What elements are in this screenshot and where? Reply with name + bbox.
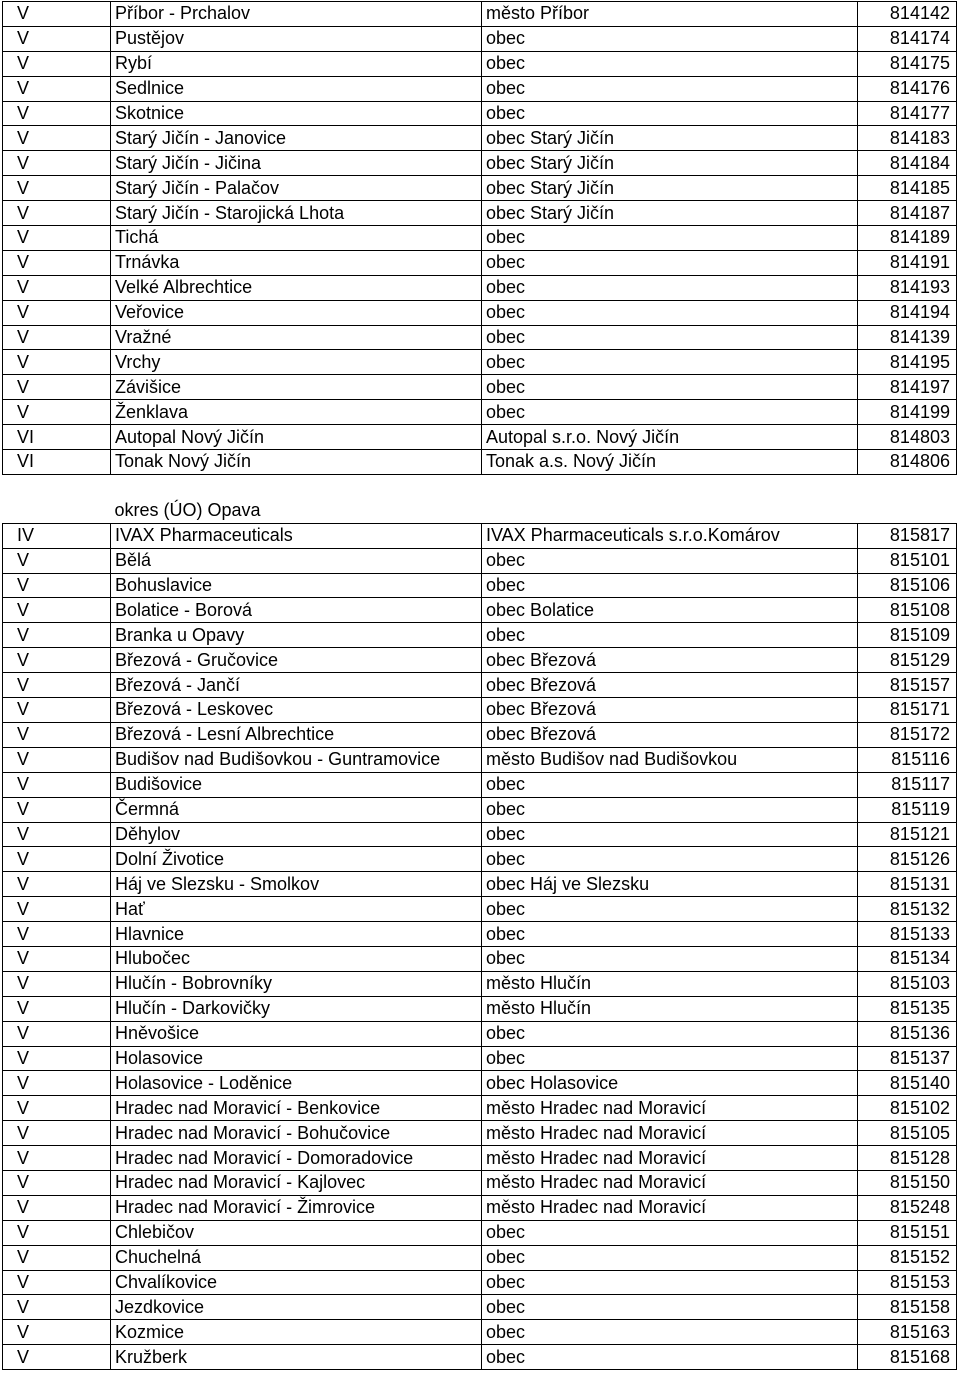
section-spacer [3,474,957,499]
locality-name-cell: Autopal Nový Jičín [111,425,482,450]
table-row [3,325,957,350]
code-cell: 814183 [858,126,957,151]
code-cell: 815133 [858,922,957,947]
locality-name-cell: Bolatice - Borová [111,598,482,623]
category-cell: V [3,1096,111,1121]
code-cell: 815126 [858,847,957,872]
category-cell: V [3,1270,111,1295]
code-cell: 815109 [858,623,957,648]
code-cell: 815129 [858,648,957,673]
municipality-cell: město Hradec nad Moravicí [482,1096,858,1121]
table-row [3,76,957,101]
code-cell: 814175 [858,51,957,76]
municipality-cell: obec [482,623,858,648]
locality-name-cell: Březová - Jančí [111,673,482,698]
table-row [3,1146,957,1171]
code-cell: 815119 [858,797,957,822]
municipality-cell: obec Starý Jičín [482,126,858,151]
municipality-cell: obec [482,548,858,573]
locality-name-cell: Čermná [111,797,482,822]
locality-name-cell: Hať [111,897,482,922]
municipality-cell: město Hlučín [482,971,858,996]
municipality-cell: obec Březová [482,673,858,698]
municipality-cell: IVAX Pharmaceuticals s.r.o.Komárov [482,523,858,548]
table-row [3,1021,957,1046]
table-row [3,275,957,300]
category-cell: V [3,51,111,76]
table-row [3,872,957,897]
code-cell: 815102 [858,1096,957,1121]
category-cell: V [3,673,111,698]
code-cell: 815153 [858,1270,957,1295]
municipality-cell: obec [482,772,858,797]
code-cell: 815171 [858,698,957,723]
table-row [3,375,957,400]
code-cell: 814142 [858,2,957,27]
category-cell: V [3,648,111,673]
table-row [3,1220,957,1245]
code-cell: 814187 [858,201,957,226]
category-cell: V [3,1220,111,1245]
municipality-cell: obec [482,250,858,275]
category-cell: V [3,101,111,126]
table-row [3,1046,957,1071]
municipality-cell: město Hradec nad Moravicí [482,1195,858,1220]
locality-name-cell: Dolní Životice [111,847,482,872]
code-cell: 815121 [858,822,957,847]
locality-name-cell: Vražné [111,325,482,350]
locality-name-cell: Hradec nad Moravicí - Domoradovice [111,1146,482,1171]
table-row [3,747,957,772]
municipality-cell: obec [482,400,858,425]
municipality-cell: obec [482,1320,858,1345]
category-cell: V [3,1071,111,1096]
category-cell: V [3,1021,111,1046]
code-cell: 814184 [858,151,957,176]
table-row [3,1295,957,1320]
code-cell: 815172 [858,722,957,747]
locality-name-cell: Starý Jičín - Jičina [111,151,482,176]
code-cell: 815105 [858,1121,957,1146]
category-cell: V [3,1295,111,1320]
section-heading-spacer [3,499,111,523]
table-row [3,201,957,226]
category-cell: V [3,126,111,151]
locality-name-cell: Sedlnice [111,76,482,101]
code-cell: 815116 [858,747,957,772]
category-cell: V [3,797,111,822]
table-row [3,250,957,275]
municipality-cell: obec [482,226,858,251]
locality-name-cell: Hlubočec [111,946,482,971]
table-row [3,946,957,971]
municipality-cell: obec Starý Jičín [482,176,858,201]
locality-name-cell: Chvalíkovice [111,1270,482,1295]
municipality-cell: město Hradec nad Moravicí [482,1146,858,1171]
locality-name-cell: Ženklava [111,400,482,425]
code-cell: 815131 [858,872,957,897]
code-cell: 815132 [858,897,957,922]
table-row [3,226,957,251]
locality-name-cell: Bělá [111,548,482,573]
municipality-cell: obec [482,375,858,400]
locality-name-cell: Pustějov [111,26,482,51]
municipality-cell: obec [482,897,858,922]
code-cell: 814803 [858,425,957,450]
category-cell: V [3,1195,111,1220]
section-spacer-cell [3,474,957,499]
municipality-cell: obec [482,822,858,847]
locality-name-cell: Hradec nad Moravicí - Benkovice [111,1096,482,1121]
table-row [3,400,957,425]
table-row [3,922,957,947]
locality-name-cell: Starý Jičín - Starojická Lhota [111,201,482,226]
locality-name-cell: Branka u Opavy [111,623,482,648]
locality-name-cell: Kružberk [111,1345,482,1370]
code-cell: 815134 [858,946,957,971]
table-row [3,1345,957,1370]
code-cell: 815106 [858,573,957,598]
locality-table-body [3,2,957,1370]
table-row [3,847,957,872]
locality-name-cell: Veřovice [111,300,482,325]
locality-table [2,1,957,1370]
municipality-cell: obec [482,573,858,598]
locality-name-cell: Březová - Gručovice [111,648,482,673]
code-cell: 815128 [858,1146,957,1171]
section-heading-row [3,499,957,523]
category-cell: VI [3,450,111,475]
municipality-cell: obec [482,797,858,822]
code-cell: 814189 [858,226,957,251]
table-row [3,897,957,922]
code-cell: 815817 [858,523,957,548]
category-cell: V [3,1345,111,1370]
municipality-cell: Tonak a.s. Nový Jičín [482,450,858,475]
locality-name-cell: Budišovice [111,772,482,797]
category-cell: V [3,300,111,325]
category-cell: V [3,1320,111,1345]
municipality-cell: město Hlučín [482,996,858,1021]
code-cell: 814174 [858,26,957,51]
code-cell: 815117 [858,772,957,797]
locality-name-cell: Vrchy [111,350,482,375]
locality-name-cell: Hradec nad Moravicí - Kajlovec [111,1170,482,1195]
code-cell: 814191 [858,250,957,275]
code-cell: 814139 [858,325,957,350]
municipality-cell: obec [482,325,858,350]
locality-name-cell: Rybí [111,51,482,76]
category-cell: V [3,847,111,872]
table-row [3,1270,957,1295]
code-cell: 814177 [858,101,957,126]
table-row [3,996,957,1021]
code-cell: 815101 [858,548,957,573]
category-cell: V [3,1121,111,1146]
category-cell: V [3,375,111,400]
table-row [3,548,957,573]
municipality-cell: obec [482,275,858,300]
code-cell: 815136 [858,1021,957,1046]
municipality-cell: obec [482,1220,858,1245]
municipality-cell: obec [482,1021,858,1046]
table-row [3,623,957,648]
table-row [3,598,957,623]
municipality-cell: obec Březová [482,698,858,723]
table-row [3,425,957,450]
table-row [3,673,957,698]
locality-name-cell: Holasovice [111,1046,482,1071]
category-cell: V [3,275,111,300]
code-cell: 815248 [858,1195,957,1220]
category-cell: V [3,698,111,723]
category-cell: V [3,2,111,27]
locality-name-cell: Hněvošice [111,1021,482,1046]
municipality-cell: obec [482,847,858,872]
locality-name-cell: Chuchelná [111,1245,482,1270]
category-cell: V [3,76,111,101]
table-row [3,797,957,822]
category-cell: VI [3,425,111,450]
municipality-cell: obec [482,922,858,947]
category-cell: V [3,598,111,623]
locality-name-cell: Březová - Leskovec [111,698,482,723]
municipality-cell: Autopal s.r.o. Nový Jičín [482,425,858,450]
category-cell: V [3,350,111,375]
municipality-cell: obec [482,1245,858,1270]
code-cell: 815157 [858,673,957,698]
locality-name-cell: IVAX Pharmaceuticals [111,523,482,548]
municipality-cell: obec Březová [482,722,858,747]
category-cell: V [3,996,111,1021]
table-row [3,126,957,151]
code-cell: 814193 [858,275,957,300]
table-row [3,1096,957,1121]
locality-name-cell: Budišov nad Budišovkou - Guntramovice [111,747,482,772]
locality-name-cell: Trnávka [111,250,482,275]
municipality-cell: obec Holasovice [482,1071,858,1096]
municipality-cell: obec [482,1345,858,1370]
table-row [3,450,957,475]
code-cell: 815135 [858,996,957,1021]
code-cell: 815108 [858,598,957,623]
code-cell: 815151 [858,1220,957,1245]
municipality-cell: obec Březová [482,648,858,673]
category-cell: V [3,400,111,425]
municipality-cell: obec [482,1270,858,1295]
table-row [3,822,957,847]
category-cell: IV [3,523,111,548]
code-cell: 815152 [858,1245,957,1270]
code-cell: 815103 [858,971,957,996]
municipality-cell: město Hradec nad Moravicí [482,1170,858,1195]
municipality-cell: obec Starý Jičín [482,151,858,176]
category-cell: V [3,176,111,201]
table-row [3,1245,957,1270]
locality-name-cell: Příbor - Prchalov [111,2,482,27]
municipality-cell: obec [482,1295,858,1320]
table-row [3,26,957,51]
category-cell: V [3,971,111,996]
municipality-cell: obec [482,946,858,971]
municipality-cell: obec Bolatice [482,598,858,623]
table-row [3,151,957,176]
locality-name-cell: Bohuslavice [111,573,482,598]
municipality-cell: obec [482,350,858,375]
category-cell: V [3,325,111,350]
code-cell: 815163 [858,1320,957,1345]
code-cell: 814195 [858,350,957,375]
category-cell: V [3,872,111,897]
category-cell: V [3,946,111,971]
municipality-cell: obec [482,76,858,101]
table-row [3,1195,957,1220]
code-cell: 815150 [858,1170,957,1195]
code-cell: 815168 [858,1345,957,1370]
category-cell: V [3,548,111,573]
locality-name-cell: Děhylov [111,822,482,847]
table-row [3,51,957,76]
category-cell: V [3,772,111,797]
code-cell: 814185 [858,176,957,201]
locality-name-cell: Kozmice [111,1320,482,1345]
category-cell: V [3,250,111,275]
table-row [3,176,957,201]
locality-name-cell: Jezdkovice [111,1295,482,1320]
locality-name-cell: Holasovice - Loděnice [111,1071,482,1096]
locality-name-cell: Tichá [111,226,482,251]
code-cell: 815140 [858,1071,957,1096]
category-cell: V [3,1146,111,1171]
table-row [3,971,957,996]
locality-name-cell: Starý Jičín - Palačov [111,176,482,201]
municipality-cell: město Příbor [482,2,858,27]
category-cell: V [3,573,111,598]
table-row [3,772,957,797]
code-cell: 815158 [858,1295,957,1320]
category-cell: V [3,822,111,847]
locality-name-cell: Háj ve Slezsku - Smolkov [111,872,482,897]
locality-name-cell: Hlučín - Bobrovníky [111,971,482,996]
section-heading: okres (ÚO) Opava [114,500,261,521]
table-row [3,523,957,548]
locality-name-cell: Hradec nad Moravicí - Žimrovice [111,1195,482,1220]
table-row [3,648,957,673]
table-row [3,350,957,375]
municipality-cell: obec [482,51,858,76]
municipality-cell: obec Starý Jičín [482,201,858,226]
locality-name-cell: Tonak Nový Jičín [111,450,482,475]
category-cell: V [3,151,111,176]
category-cell: V [3,623,111,648]
locality-name-cell: Skotnice [111,101,482,126]
table-row [3,722,957,747]
municipality-cell: město Hradec nad Moravicí [482,1121,858,1146]
category-cell: V [3,747,111,772]
code-cell: 814199 [858,400,957,425]
municipality-cell: obec [482,26,858,51]
category-cell: V [3,26,111,51]
code-cell: 814197 [858,375,957,400]
category-cell: V [3,897,111,922]
category-cell: V [3,201,111,226]
table-row [3,300,957,325]
locality-name-cell: Velké Albrechtice [111,275,482,300]
category-cell: V [3,226,111,251]
table-row [3,2,957,27]
locality-name-cell: Závišice [111,375,482,400]
locality-name-cell: Chlebičov [111,1220,482,1245]
locality-name-cell: Březová - Lesní Albrechtice [111,722,482,747]
code-cell: 814176 [858,76,957,101]
table-row [3,573,957,598]
category-cell: V [3,1245,111,1270]
table-row [3,1170,957,1195]
municipality-cell: město Budišov nad Budišovkou [482,747,858,772]
code-cell: 815137 [858,1046,957,1071]
locality-name-cell: Hradec nad Moravicí - Bohučovice [111,1121,482,1146]
category-cell: V [3,922,111,947]
municipality-cell: obec [482,300,858,325]
municipality-cell: obec [482,1046,858,1071]
code-cell: 814194 [858,300,957,325]
table-row [3,1121,957,1146]
table-row [3,1320,957,1345]
municipality-cell: obec Háj ve Slezsku [482,872,858,897]
table-row [3,101,957,126]
table-row [3,1071,957,1096]
locality-name-cell: Hlučín - Darkovičky [111,996,482,1021]
locality-name-cell: Starý Jičín - Janovice [111,126,482,151]
code-cell: 814806 [858,450,957,475]
category-cell: V [3,1046,111,1071]
locality-name-cell: Hlavnice [111,922,482,947]
municipality-cell: obec [482,101,858,126]
table-row [3,698,957,723]
category-cell: V [3,1170,111,1195]
category-cell: V [3,722,111,747]
